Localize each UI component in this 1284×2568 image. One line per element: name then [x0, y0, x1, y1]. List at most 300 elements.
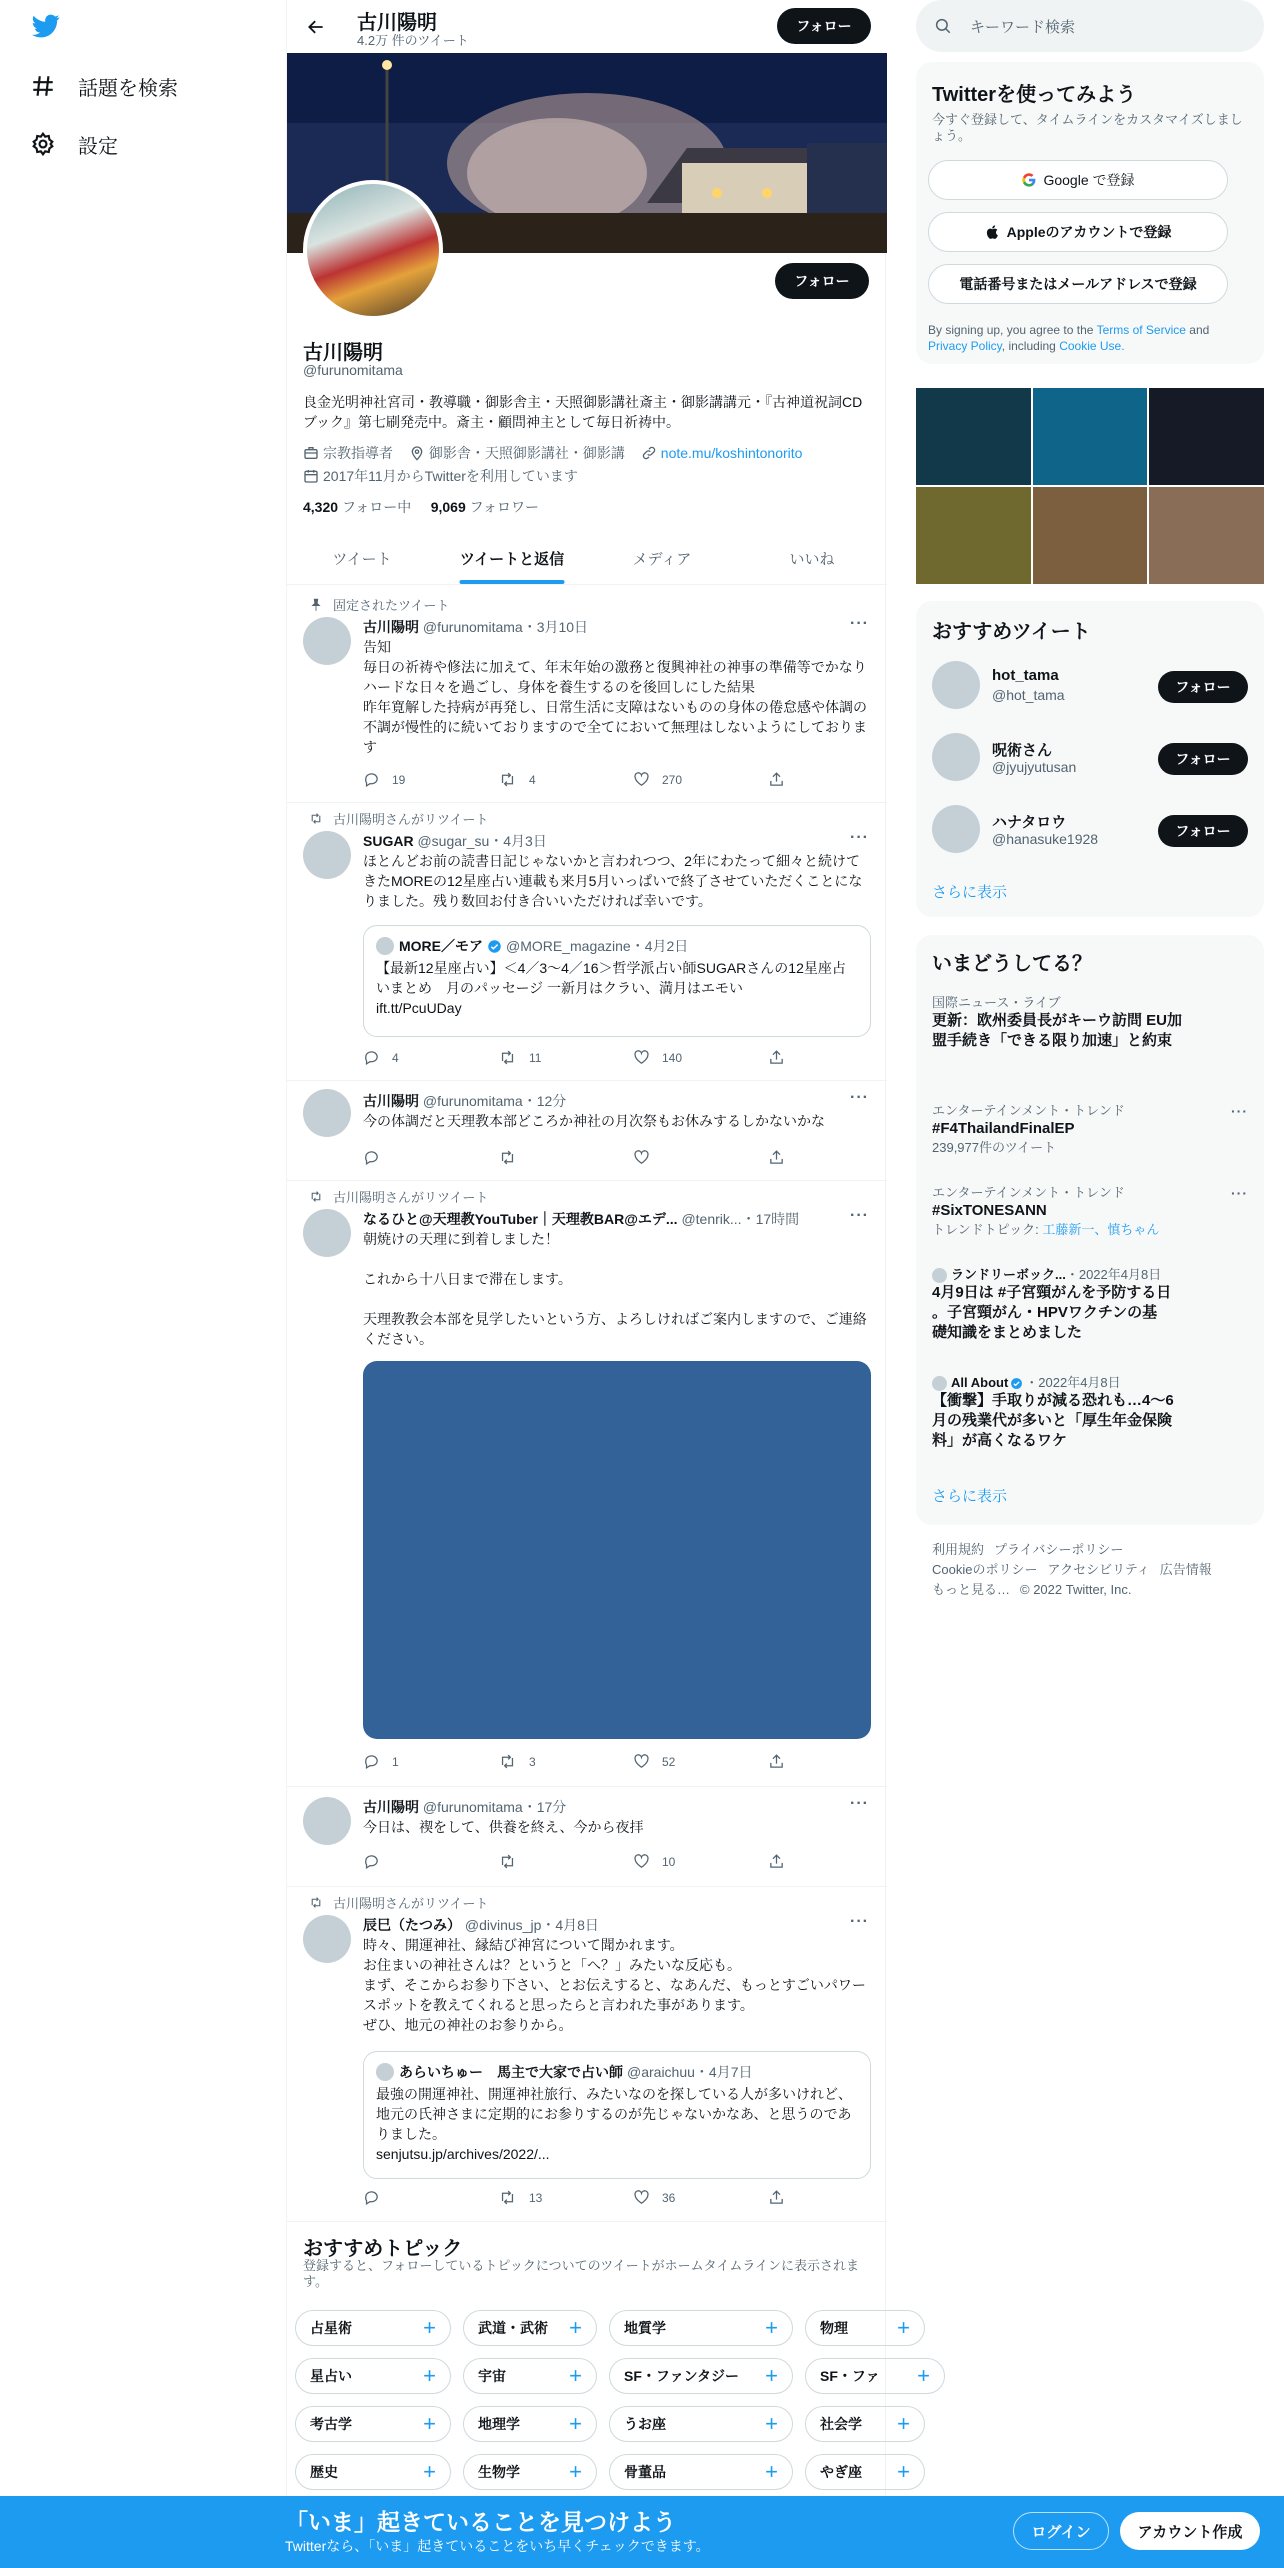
topic-label: 宇宙 — [478, 2368, 506, 2384]
more-options-icon[interactable]: ··· — [1231, 1103, 1248, 1119]
reply-button[interactable] — [363, 1149, 498, 1166]
who-to-follow-title: おすすめツイート — [932, 621, 1091, 643]
heart-icon — [633, 1853, 650, 1870]
reply-button[interactable] — [363, 1753, 498, 1770]
who-to-follow-user[interactable] — [932, 805, 1248, 857]
profile-bio: 良金光明神社宮司・教導職・御影舎主・天照御影講社斎主・御影講講元・『古神道祝詞CDブック』第七刷発売中。斎主・顧問神主として毎日祈祷中。 — [303, 394, 863, 430]
hashtag-icon — [30, 73, 56, 99]
phone-email-signup-button[interactable]: 電話番号またはメールアドレスで登録 — [928, 264, 1228, 304]
verified-badge-icon — [487, 939, 502, 954]
media-thumbnail[interactable] — [1033, 487, 1148, 584]
follow-button[interactable]: フォロー — [1158, 815, 1248, 847]
topic-label: 占星術 — [310, 2320, 352, 2336]
trend-source: ランドリーボック... — [951, 1267, 1066, 1282]
trend-topic-links[interactable]: 工藤新一、慎ちゃん — [1042, 1222, 1160, 1237]
topic-chip[interactable] — [609, 2406, 793, 2442]
profile-topbar — [287, 0, 887, 53]
retweet-context — [331, 809, 488, 828]
user-name: ハナタロウ — [992, 814, 1067, 831]
avatar[interactable] — [303, 1915, 351, 1963]
signup-bottom-bar — [0, 2496, 1284, 2568]
signup-title: Twitterを使ってみよう — [932, 84, 1137, 106]
google-signup-button[interactable] — [928, 160, 1228, 200]
plus-icon: + — [569, 2315, 582, 2340]
tweet[interactable] — [287, 585, 887, 803]
left-nav — [0, 0, 286, 2568]
topics-title: おすすめトピック — [303, 2238, 463, 2260]
retweet-icon — [498, 2189, 517, 2206]
trend-source-row — [932, 1267, 1248, 1283]
quote-header — [376, 936, 858, 956]
trend-source-row — [932, 1375, 1248, 1391]
source-avatar — [932, 1268, 947, 1283]
quote-header — [376, 2062, 858, 2082]
retweet-button[interactable] — [498, 771, 633, 788]
tweet-meta: @furunomitama・12分 — [422, 1093, 567, 1109]
trends-title: いまどうしてる？ — [932, 953, 1092, 975]
like-button[interactable] — [633, 1853, 768, 1870]
topic-label: 考古学 — [310, 2416, 352, 2432]
avatar[interactable] — [303, 831, 351, 879]
tweet[interactable] — [287, 1081, 887, 1181]
topic-chip[interactable] — [295, 2406, 451, 2442]
heart-icon — [633, 771, 650, 788]
tweet-meta: @furunomitama・17分 — [422, 1799, 567, 1815]
profile-url[interactable] — [641, 443, 803, 463]
tweet-author-name[interactable]: 古川陽明 — [363, 1093, 419, 1109]
quoted-tweet[interactable] — [363, 2051, 871, 2179]
avatar[interactable] — [932, 661, 980, 709]
retweet-count: 11 — [529, 1050, 542, 1065]
topic-chip[interactable] — [609, 2310, 793, 2346]
tweet-text: 朝焼けの天理に到着しました！ これから十八日まで滞在します。 天理教教会本部を見学したいという方、よろしければご案内しますので、ご連絡ください。 — [363, 1231, 867, 1347]
reply-icon — [363, 1149, 380, 1166]
avatar[interactable] — [303, 617, 351, 665]
quote-meta: @MORE_magazine・4月2日 — [506, 938, 689, 954]
login-button[interactable]: ログイン — [1013, 2512, 1109, 2550]
header-tweet-count: 4.2万 件のツイート — [357, 33, 469, 48]
topic-chip[interactable] — [805, 2406, 925, 2442]
tweet-header — [363, 831, 843, 851]
trend-date: ・2022年4月8日 — [1025, 1375, 1121, 1390]
reply-button[interactable] — [363, 771, 498, 788]
tweet-actions — [363, 1049, 793, 1066]
trend-category: 国際ニュース・ライブ — [932, 995, 1061, 1010]
tweet-actions — [363, 1753, 793, 1770]
header-follow-button[interactable]: フォロー — [777, 8, 871, 44]
retweet-icon — [498, 1149, 517, 1166]
share-button[interactable] — [768, 1853, 788, 1870]
back-button[interactable] — [301, 12, 331, 42]
tweet-meta: @divinus_jp・4月8日 — [464, 1917, 599, 1933]
more-options-icon[interactable]: ··· — [1231, 1185, 1248, 1201]
heart-icon — [633, 2189, 650, 2206]
topic-chip[interactable] — [805, 2310, 925, 2346]
terms-text: , including — [1001, 339, 1056, 353]
header-name: 古川陽明 — [357, 12, 437, 34]
apple-signup-button[interactable] — [928, 212, 1228, 252]
footer-link[interactable]: プライバシーポリシー — [994, 1542, 1124, 1557]
profile-url-text[interactable]: note.mu/koshintonorito — [660, 445, 803, 461]
avatar[interactable] — [303, 1797, 351, 1845]
who-to-follow-card — [916, 601, 1264, 917]
pin-icon — [309, 598, 323, 612]
topic-label: 生物学 — [478, 2464, 520, 2480]
tweet-header — [363, 617, 843, 637]
tweet-actions — [363, 771, 793, 788]
search-input[interactable] — [916, 0, 1264, 52]
quote-link[interactable]: senjutsu.jp/archives/2022/... — [376, 2146, 550, 2162]
nav-settings-label: 設定 — [78, 135, 118, 158]
retweet-count: 13 — [529, 2190, 543, 2205]
like-button[interactable] — [633, 771, 768, 788]
footer-links — [932, 1540, 1252, 1600]
like-count: 10 — [662, 1854, 676, 1869]
apple-icon — [985, 224, 1001, 240]
topic-label: 社会学 — [820, 2416, 862, 2432]
follow-button[interactable]: フォロー — [1158, 743, 1248, 775]
profile-meta — [303, 443, 873, 489]
topic-chip[interactable] — [295, 2358, 451, 2394]
like-button[interactable] — [633, 2189, 768, 2206]
more-options-icon[interactable]: ··· — [850, 1207, 869, 1224]
profile-location-text: 御影舎・天照御影講社・御影講 — [428, 445, 625, 461]
tweet-header — [363, 1091, 843, 1111]
trend-date: ・2022年4月8日 — [1065, 1267, 1162, 1282]
retweet-button[interactable] — [498, 1049, 633, 1066]
plus-icon: + — [569, 2363, 582, 2388]
tweet-header — [363, 1915, 843, 1935]
profile-tabs — [287, 532, 887, 585]
twitter-logo-icon[interactable] — [30, 12, 70, 44]
link-icon — [641, 445, 657, 461]
plus-icon: + — [917, 2363, 930, 2388]
topic-label: SF・ファンタジー — [624, 2368, 740, 2384]
media-thumbnail[interactable] — [1149, 388, 1264, 485]
plus-icon: + — [765, 2315, 778, 2340]
heart-icon — [633, 1149, 650, 1166]
profile-location — [409, 443, 625, 463]
retweet-button[interactable] — [498, 1149, 633, 1166]
search-icon — [934, 17, 952, 35]
follow-button[interactable]: フォロー — [1158, 671, 1248, 703]
verified-badge-icon — [1010, 1377, 1023, 1390]
terms-text: and — [1189, 323, 1210, 337]
who-to-follow-user[interactable] — [932, 733, 1248, 785]
google-icon — [1021, 172, 1037, 188]
more-options-icon[interactable]: ··· — [850, 1795, 869, 1812]
arrow-left-icon — [306, 17, 326, 37]
profile-joined — [303, 466, 578, 486]
quoted-tweet[interactable] — [363, 925, 871, 1037]
retweet-icon — [309, 812, 323, 825]
signup-card — [916, 62, 1264, 364]
share-icon — [768, 771, 785, 788]
profile-handle: @furunomitama — [303, 362, 403, 378]
briefcase-icon — [303, 445, 319, 461]
topic-chip[interactable] — [805, 2358, 945, 2394]
footer-link[interactable]: Cookieのポリシー — [932, 1562, 1038, 1577]
trend-title: 【衝撃】手取りが減る恐れも…4～6月の残業代が多いと「厚生年金保険料」が高くなるワケ — [932, 1392, 1174, 1449]
quote-author-name: あらいちゅー 馬主で大家で占い師 — [399, 2064, 623, 2080]
topic-label: やぎ座 — [820, 2464, 862, 2480]
profile-avatar[interactable] — [303, 180, 443, 320]
more-options-icon[interactable]: ··· — [850, 1089, 869, 1106]
who-to-follow-user[interactable] — [932, 661, 1248, 713]
trend-item[interactable] — [932, 1185, 1248, 1239]
like-count: 270 — [662, 772, 683, 787]
topic-chip[interactable] — [609, 2454, 793, 2490]
location-pin-icon — [409, 445, 425, 461]
topic-chip[interactable] — [609, 2358, 793, 2394]
footer-link[interactable]: アクセシビリティ — [1047, 1562, 1150, 1577]
topic-chip[interactable] — [295, 2310, 451, 2346]
tweet-header — [363, 1209, 843, 1229]
media-thumbnail[interactable] — [916, 487, 1031, 584]
tab-tweets-and-replies[interactable]: ツイートと返信 — [437, 532, 587, 584]
tweet-actions — [363, 1149, 793, 1166]
more-options-icon[interactable]: ··· — [850, 829, 869, 846]
topic-label: 地質学 — [624, 2320, 666, 2336]
share-button[interactable] — [768, 771, 788, 788]
terms-of-service-link[interactable]: Terms of Service — [1096, 323, 1186, 337]
tweet-author-name[interactable]: 辰巳（たつみ） — [363, 1917, 461, 1933]
retweet-count: 4 — [529, 772, 536, 787]
like-count: 36 — [662, 2190, 676, 2205]
nav-explore-label: 話題を検索 — [78, 77, 178, 100]
tweet-author-name[interactable]: なるひと@天理教YouTuber｜天理教BAR@エデ... — [363, 1211, 678, 1227]
share-icon — [768, 2189, 785, 2206]
quote-link[interactable]: ift.tt/PcuUDay — [376, 1000, 462, 1016]
privacy-policy-link[interactable]: Privacy Policy — [928, 339, 1002, 353]
plus-icon: + — [423, 2459, 436, 2484]
search-placeholder: キーワード検索 — [970, 18, 1076, 36]
retweet-icon — [309, 1896, 323, 1909]
retweet-button[interactable] — [498, 1853, 633, 1870]
more-options-icon[interactable]: ··· — [850, 615, 869, 632]
google-signup-label: Google で登録 — [1043, 172, 1135, 188]
topic-chip[interactable] — [463, 2454, 597, 2490]
like-count: 52 — [662, 1754, 676, 1769]
quote-avatar — [376, 937, 394, 955]
quote-avatar — [376, 2063, 394, 2081]
retweet-icon — [498, 1753, 517, 1770]
show-more-link[interactable]: さらに表示 — [932, 884, 1008, 901]
retweet-icon — [498, 1853, 517, 1870]
show-more-link[interactable]: さらに表示 — [932, 1488, 1008, 1505]
tweet-context-text: 古川陽明さんがリツイート — [333, 1896, 489, 1911]
topic-chip[interactable] — [805, 2454, 925, 2490]
reply-icon — [363, 2189, 380, 2206]
retweet-icon — [498, 771, 517, 788]
trend-topics — [932, 1221, 1248, 1239]
plus-icon: + — [423, 2315, 436, 2340]
profile-category-text: 宗教指導者 — [323, 445, 393, 461]
trend-title: #F4ThailandFinalEP — [932, 1120, 1075, 1137]
retweet-context — [331, 1893, 488, 1912]
tweet-text: ほとんどお前の読書日記じゃないかと言われつつ、2年にわたって細々と続けてきたMOREの12星座占い連載も来月5月いっぱいで終了させていただくことになりました。残り数回お付き合いいただければ幸いです。 — [363, 853, 863, 909]
tweet-meta: @tenrik...・17時間 — [681, 1211, 800, 1227]
topic-label: 地理学 — [478, 2416, 520, 2432]
retweet-button[interactable] — [498, 1753, 633, 1770]
media-thumbnail[interactable] — [916, 388, 1031, 485]
footer-link[interactable]: 広告情報 — [1159, 1562, 1212, 1577]
reply-count: 1 — [392, 1754, 399, 1769]
terms-text: By signing up, you agree to the — [928, 323, 1094, 337]
tab-media[interactable]: メディア — [632, 550, 692, 568]
topics-subtitle: 登録すると、フォローしているトピックについてのツイートがホームタイムラインに表示されます。 — [303, 2258, 860, 2289]
gear-icon — [30, 131, 56, 157]
like-button[interactable] — [633, 1753, 768, 1770]
plus-icon: + — [569, 2459, 582, 2484]
plus-icon: + — [423, 2411, 436, 2436]
more-options-icon[interactable]: ··· — [850, 1913, 869, 1930]
signup-button[interactable]: アカウント作成 — [1120, 2512, 1260, 2550]
avatar[interactable] — [303, 1089, 351, 1137]
trend-topic-label: トレンドトピック: — [932, 1222, 1039, 1237]
share-button[interactable] — [768, 1049, 788, 1066]
trend-item[interactable] — [932, 1267, 1248, 1343]
topic-label: 物理 — [820, 2320, 848, 2336]
user-handle: @hot_tama — [992, 687, 1065, 703]
share-button[interactable] — [768, 2189, 788, 2206]
trend-category: エンターテインメント・トレンド — [932, 1103, 1125, 1118]
share-icon — [768, 1149, 785, 1166]
plus-icon: + — [897, 2315, 910, 2340]
reply-icon — [363, 1753, 380, 1770]
trend-title: 更新：欧州委員長がキーウ訪問 EU加盟手続き「できる限り加速」と約束 — [932, 1012, 1183, 1049]
tweet-meta: @sugar_su・4月3日 — [417, 833, 547, 849]
user-handle: @hanasuke1928 — [992, 831, 1099, 847]
plus-icon: + — [765, 2411, 778, 2436]
user-handle: @jyujyutusan — [992, 759, 1077, 775]
reply-icon — [363, 1049, 380, 1066]
reply-button[interactable] — [363, 2189, 498, 2206]
profile-name: 古川陽明 — [303, 342, 383, 364]
plus-icon: + — [765, 2363, 778, 2388]
copyright: © 2022 Twitter, Inc. — [1020, 1582, 1132, 1597]
heart-icon — [633, 1049, 650, 1066]
tweet-actions — [363, 2189, 793, 2206]
reply-button[interactable] — [363, 1853, 498, 1870]
reply-count: 19 — [392, 772, 406, 787]
tweet-header — [363, 1797, 843, 1817]
plus-icon: + — [765, 2459, 778, 2484]
footer-more-link[interactable]: もっと見る… — [932, 1582, 1011, 1597]
tweet-author-name[interactable]: 古川陽明 — [363, 619, 419, 635]
media-grid — [916, 388, 1264, 584]
topic-chip[interactable] — [463, 2406, 597, 2442]
tweet[interactable] — [287, 1787, 887, 1887]
topic-chip[interactable] — [295, 2454, 451, 2490]
profile-follow-button[interactable]: フォロー — [775, 263, 869, 299]
topic-chip[interactable] — [463, 2310, 597, 2346]
retweet-icon — [309, 1190, 323, 1203]
retweet-count: 3 — [529, 1754, 536, 1769]
followers-count: 9,069 — [430, 499, 466, 515]
trend-category: エンターテインメント・トレンド — [932, 1185, 1125, 1200]
tab-tweets[interactable]: ツイート — [332, 550, 392, 568]
like-button[interactable] — [633, 1049, 768, 1066]
tweet-meta: @furunomitama・3月10日 — [422, 619, 589, 635]
profile-follow-counts — [303, 497, 539, 517]
share-button[interactable] — [768, 1149, 788, 1166]
tweet[interactable] — [287, 803, 887, 1081]
reply-count: 4 — [392, 1050, 399, 1065]
tweet[interactable] — [287, 1887, 887, 2222]
heart-icon — [633, 1753, 650, 1770]
tweet-text: 今の体調だと天理教本部どころか神社の月次祭もお休みするしかないかな — [363, 1113, 825, 1129]
followers-link[interactable] — [431, 499, 539, 515]
tweet-actions — [363, 1853, 793, 1870]
tweet-text: 今日は、禊をして、供養を終え、今から夜拝 — [363, 1819, 644, 1835]
quote-meta: @araichuu・4月7日 — [627, 2064, 753, 2080]
reply-button[interactable] — [363, 1049, 498, 1066]
trend-title: #SixTONESANN — [932, 1202, 1047, 1219]
cookie-use-link[interactable]: Cookie Use. — [1059, 339, 1125, 353]
plus-icon: + — [897, 2411, 910, 2436]
topic-label: 武道・武術 — [478, 2320, 548, 2336]
tweet[interactable] — [287, 1181, 887, 1787]
tweet-media[interactable] — [363, 1361, 871, 1739]
topic-label: うお座 — [624, 2416, 666, 2432]
tab-likes[interactable]: いいね — [789, 550, 835, 568]
share-icon — [768, 1049, 785, 1066]
nav-explore[interactable] — [30, 66, 178, 106]
retweet-icon — [498, 1049, 517, 1066]
quote-text: 最強の開運神社、開運神社旅行、みたいなのを探している人が多いけれど、地元の氏神さまに定期的にお参りするのが先じゃないかなあ、と思うのでありました。 — [376, 2086, 852, 2142]
following-link[interactable] — [303, 499, 411, 515]
trend-item[interactable] — [932, 1103, 1248, 1157]
like-button[interactable] — [633, 1149, 768, 1166]
followers-label: フォロワー — [469, 499, 539, 515]
plus-icon: + — [569, 2411, 582, 2436]
tweet-text: 時々、開運神社、縁結び神宮について聞かれます。 お住まいの神社さんは？というと「へ？」みたいな反応も。 まず、そこからお参り下さい、とお伝えすると、なあんだ、もっとすごいパワースポットを教えてくれると思ったらと言われた事があります。 ぜひ、地元の神社のお参りから。 — [363, 1937, 866, 2033]
retweet-context — [331, 1187, 488, 1206]
apple-signup-label: Appleのアカウントで登録 — [1006, 224, 1172, 240]
tweet-author-name[interactable]: SUGAR — [363, 833, 414, 849]
following-label: フォロー中 — [341, 499, 412, 515]
avatar[interactable] — [932, 805, 980, 853]
share-button[interactable] — [768, 1753, 788, 1770]
pinned-context — [331, 595, 449, 614]
signup-subtitle: 今すぐ登録して、タイムラインをカスタマイズしましょう。 — [932, 112, 1243, 143]
tweet-text: 告知 毎日の祈祷や修法に加えて、年末年始の激務と復興神社の神事の準備等でかなりハードな日々を過ごし、身体を養生するのを後回しにした結果 昨年寛解した持病が再発し、日常生活に支障はないものの身体の倦怠感や体調の不調が慢性的に続いておりますので全てにおいて無理はしないようにしております — [363, 639, 867, 755]
footer-link[interactable]: 利用規約 — [932, 1542, 985, 1557]
trend-item[interactable] — [932, 995, 1248, 1051]
quote-author-name: MORE／モア — [399, 938, 483, 954]
profile-joined-text: 2017年11月からTwitterを利用しています — [323, 468, 578, 484]
media-thumbnail[interactable] — [1033, 388, 1148, 485]
topic-chip[interactable] — [463, 2358, 597, 2394]
nav-settings[interactable] — [30, 124, 118, 164]
topic-label: SF・ファ — [820, 2368, 880, 2384]
tweet-context-text: 古川陽明さんがリツイート — [333, 812, 489, 827]
retweet-button[interactable] — [498, 2189, 633, 2206]
plus-icon: + — [423, 2363, 436, 2388]
media-thumbnail[interactable] — [1149, 487, 1264, 584]
plus-icon: + — [897, 2459, 910, 2484]
source-avatar — [932, 1376, 947, 1391]
main-column — [286, 0, 930, 2500]
avatar[interactable] — [932, 733, 980, 781]
trend-title: 4月9日は #子宮頸がんを予防する日 。子宮頸がん・HPVワクチンの基礎知識をまとめました — [932, 1284, 1172, 1341]
avatar[interactable] — [303, 1209, 351, 1257]
tweet-author-name[interactable]: 古川陽明 — [363, 1799, 419, 1815]
trend-item[interactable] — [932, 1375, 1248, 1451]
tweet-context-text: 古川陽明さんがリツイート — [333, 1190, 489, 1205]
quote-text: 【最新12星座占い】＜4／3～4／16＞哲学派占い師SUGARさんの12星座占いまとめ 月のパッセージ 一新月はクラい、満月はエモい — [376, 960, 846, 996]
